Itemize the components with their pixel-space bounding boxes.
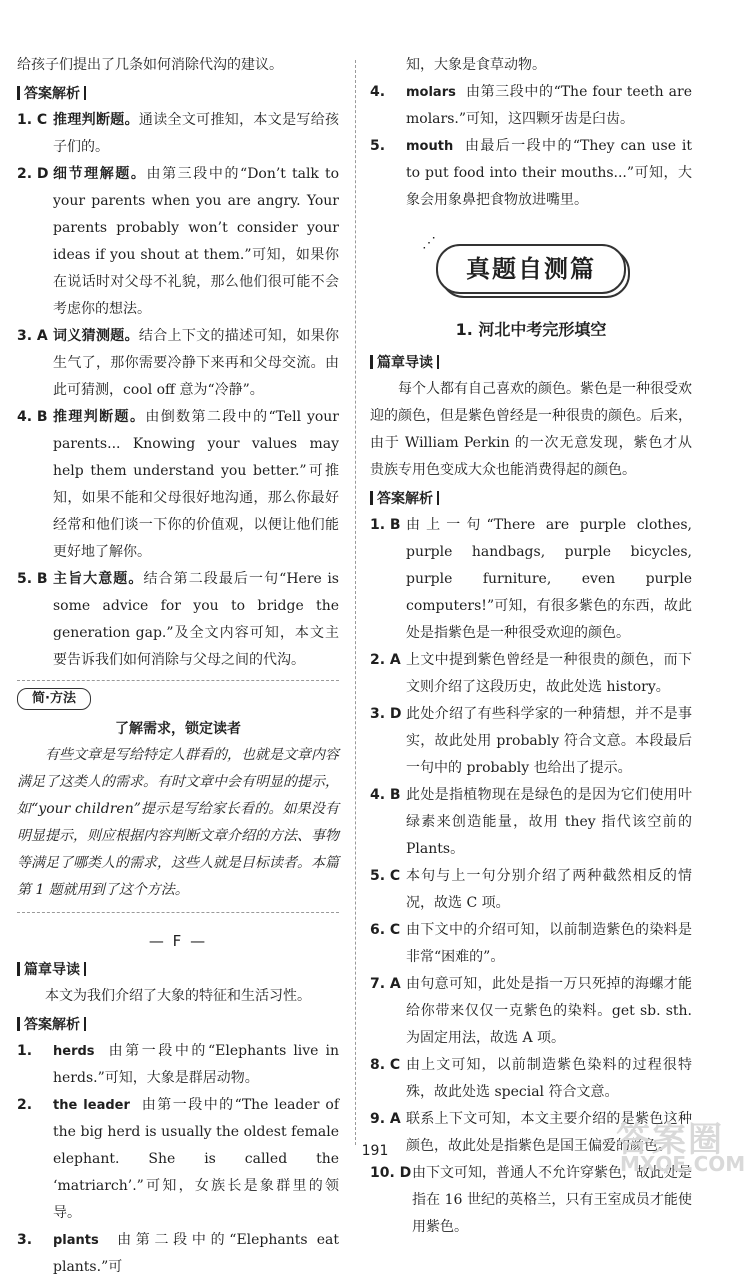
answer-text: 由第一段中的“The leader of the big herd is usually the oldest female elephant. She is called the ‘matriarch’.”可知，女族长是象群里的领导。 (53, 1097, 339, 1221)
page-number: 191 (361, 1143, 389, 1159)
intro-tail: 给孩子们提出了几条如何消除代沟的建议。 (17, 57, 283, 73)
watermark-text: 答案圈 (616, 1120, 724, 1160)
answer-item (17, 1038, 339, 1092)
answer-number: 2. D (17, 166, 49, 182)
sparkle-icon: ⋰ (422, 235, 436, 251)
method-text: 有些文章是写给特定人群看的，也就是文章内容满足了这类人的需求。有时文章中会有明显的提示，如“your children”提示是写给家长看的。如果没有明显提示，则应根据内容判断文章介绍的方法、事物等满足了哪类人的需求，这些人就是目标读者。本篇第 1 题就用到了这个方法。 (17, 747, 339, 898)
sub-title: 1. 河北中考完形填空 (455, 320, 607, 339)
question-type: 细节理解题。 (53, 166, 147, 182)
label-bar-icon (84, 86, 86, 100)
answer-number: 4. (370, 84, 386, 100)
label-bar-icon (17, 962, 20, 976)
answer-number: 4. B (370, 787, 401, 803)
answer-number: 5. C (370, 868, 401, 884)
column-divider (355, 60, 356, 1145)
answer-item (370, 647, 692, 701)
answer-keyword: the leader (53, 1098, 130, 1113)
label-bar-icon (437, 355, 439, 369)
answer-text: 结合第二段最后一句“Here is some advice for you to bridge the generation gap.”及全文内容可知，本文主要告诉我们如何消除与父母之间的代沟。 (53, 571, 339, 668)
question-type: 推理判断题。 (53, 112, 139, 128)
guide-text: 本文为我们介绍了大象的特征和生活习性。 (45, 988, 311, 1004)
watermark-url: MXQE.COM (620, 1152, 746, 1176)
answer-number: 2. A (370, 652, 401, 668)
answer-text: 由最后一段中的“They can use it to put food into their mouths...”可知，大象会用象鼻把食物放进嘴里。 (406, 138, 692, 208)
answer-item (17, 323, 339, 404)
answer-number: 9. A (370, 1111, 401, 1127)
guide-label: 篇章导读 (17, 957, 339, 983)
question-type: 词义猜测题。 (53, 328, 139, 344)
answer-text: 由句意可知，此处是指一万只死掉的海螺才能给你带来仅仅一克紫色的染料。get sb. sth. 为固定用法，故选 A 项。 (406, 976, 692, 1046)
answer-item (17, 566, 339, 674)
answer-number: 1. C (17, 112, 48, 128)
answer-text: 联系上下文可知，本文主要介绍的是紫色这种颜色，故此处是指紫色是国王偏爱的颜色。 (406, 1111, 692, 1154)
section-banner (422, 235, 636, 298)
answer-keyword: mouth (406, 139, 454, 154)
answer-text: 由倒数第二段中的“Tell your parents... Knowing your values may help them understand you better.”可推知，如果不能和父母很好地沟通，那么你最好经常和他们谈一下你的价值观，以便让他们能更好地了解你。 (53, 409, 339, 560)
answer-text: 上文中提到紫色曾经是一种很贵的颜色，而下文则介绍了这段历史，故此处选 history。 (406, 652, 692, 695)
label-bar-icon (84, 962, 86, 976)
answer-number: 10. D (370, 1165, 412, 1181)
answer-number: 2. (17, 1097, 33, 1113)
answer-number: 3. D (370, 706, 402, 722)
banner-title: 真题自测篇 (436, 244, 626, 294)
answer-number: 3. A (17, 328, 48, 344)
answer-keyword: molars (406, 85, 456, 100)
answer-continuation: 知，大象是食草动物。 (406, 57, 546, 73)
answer-item (370, 512, 692, 647)
method-title: 了解需求，锁定读者 (115, 721, 241, 737)
answer-item (370, 782, 692, 863)
answer-text: 由第一段中的“Elephants live in herds.”可知，大象是群居动物。 (53, 1043, 339, 1086)
answer-text: 通读全文可推知，本文是写给孩子们的。 (53, 112, 340, 155)
answer-number: 7. A (370, 976, 401, 992)
answer-number: 5. B (17, 571, 48, 587)
question-type: 主旨大意题。 (53, 571, 144, 587)
answer-number: 6. C (370, 922, 401, 938)
guide-text: 每个人都有自己喜欢的颜色。紫色是一种很受欢迎的颜色，但是紫色曾经是一种很贵的颜色。后来，由于 William Perkin 的一次无意发现，紫色才从贵族专用色变成大众也能消费得起的颜色。 (370, 381, 692, 478)
label-bar-icon (17, 86, 20, 100)
answers-label: 答案解析 (17, 81, 339, 107)
answer-item (370, 133, 692, 214)
label-bar-icon (437, 491, 439, 505)
answer-keyword: plants (53, 1233, 99, 1248)
answer-item (370, 971, 692, 1052)
answer-number: 3. (17, 1232, 33, 1248)
answer-item (17, 107, 339, 161)
answer-item (370, 1052, 692, 1106)
answer-text: 此处是指植物现在是绿色的是因为它们使用叶绿素来创造能量，故用 they 指代该空前的 Plants。 (406, 787, 692, 857)
answer-item (370, 863, 692, 917)
answer-text: 结合上下文的描述可知，如果你生气了，那你需要冷静下来再和父母交流。由此可猜测，cool off 意为“冷静”。 (53, 328, 340, 398)
answer-item (17, 404, 339, 566)
answer-text: 由第二段中的“Elephants eat plants.”可 (53, 1232, 339, 1275)
answer-text: 此处介绍了有些科学家的一种猜想，并不是事实，故此处用 probably 符合文意。本段最后一句中的 probably 也给出了提示。 (406, 706, 692, 776)
answer-text: 由下文中的介绍可知，以前制造紫色的染料是非常“困难的”。 (406, 922, 692, 965)
method-tag: 简·方法 (17, 688, 91, 710)
right-column (370, 52, 692, 1241)
method-box (17, 680, 339, 913)
answer-text: 由第三段中的“Don’t talk to your parents when you are angry. Your parents probably won’t consider your ideas if you shout at them.”可知，如果你在说话时对父母不礼貌，那么他们很可能不会考虑你的想法。 (53, 166, 339, 317)
answer-number: 1. B (370, 517, 401, 533)
answer-text: 由第三段中的“The four teeth are molars.”可知，这四颗牙齿是臼齿。 (406, 84, 692, 127)
answer-text: 本句与上一句分别介绍了两种截然相反的情况，故选 C 项。 (406, 868, 692, 911)
section-f-heading: — F — (148, 932, 208, 950)
answer-item (17, 1227, 339, 1281)
answer-item (17, 161, 339, 323)
answer-item (17, 1092, 339, 1227)
answer-number: 4. B (17, 409, 48, 425)
answer-number: 1. (17, 1043, 33, 1059)
answers-label: 答案解析 (17, 1012, 339, 1038)
guide-label: 篇章导读 (370, 350, 692, 376)
question-type: 推理判断题。 (53, 409, 146, 425)
answer-item (370, 701, 692, 782)
label-bar-icon (84, 1017, 86, 1031)
left-column (17, 52, 339, 1281)
answer-number: 8. C (370, 1057, 401, 1073)
answers-label: 答案解析 (370, 486, 692, 512)
answer-item (370, 79, 692, 133)
answer-keyword: herds (53, 1044, 95, 1059)
answer-number: 5. (370, 138, 386, 154)
label-bar-icon (17, 1017, 20, 1031)
label-bar-icon (370, 355, 373, 369)
watermark-logo (612, 1112, 746, 1178)
answer-text: 由下文可知，普通人不允许穿紫色，故此处是指在 16 世纪的英格兰，只有王室成员才能使用紫色。 (412, 1165, 692, 1235)
answer-text: 由上一句“There are purple clothes, purple handbags, purple bicycles, purple furniture, even purple computers!”可知，有很多紫色的东西，故此处是指紫色是一种很受欢迎的颜色。 (406, 517, 692, 641)
answer-item (370, 917, 692, 971)
answer-text: 由上文可知，以前制造紫色染料的过程很特殊，故此处选 special 符合文意。 (406, 1057, 692, 1100)
label-bar-icon (370, 491, 373, 505)
